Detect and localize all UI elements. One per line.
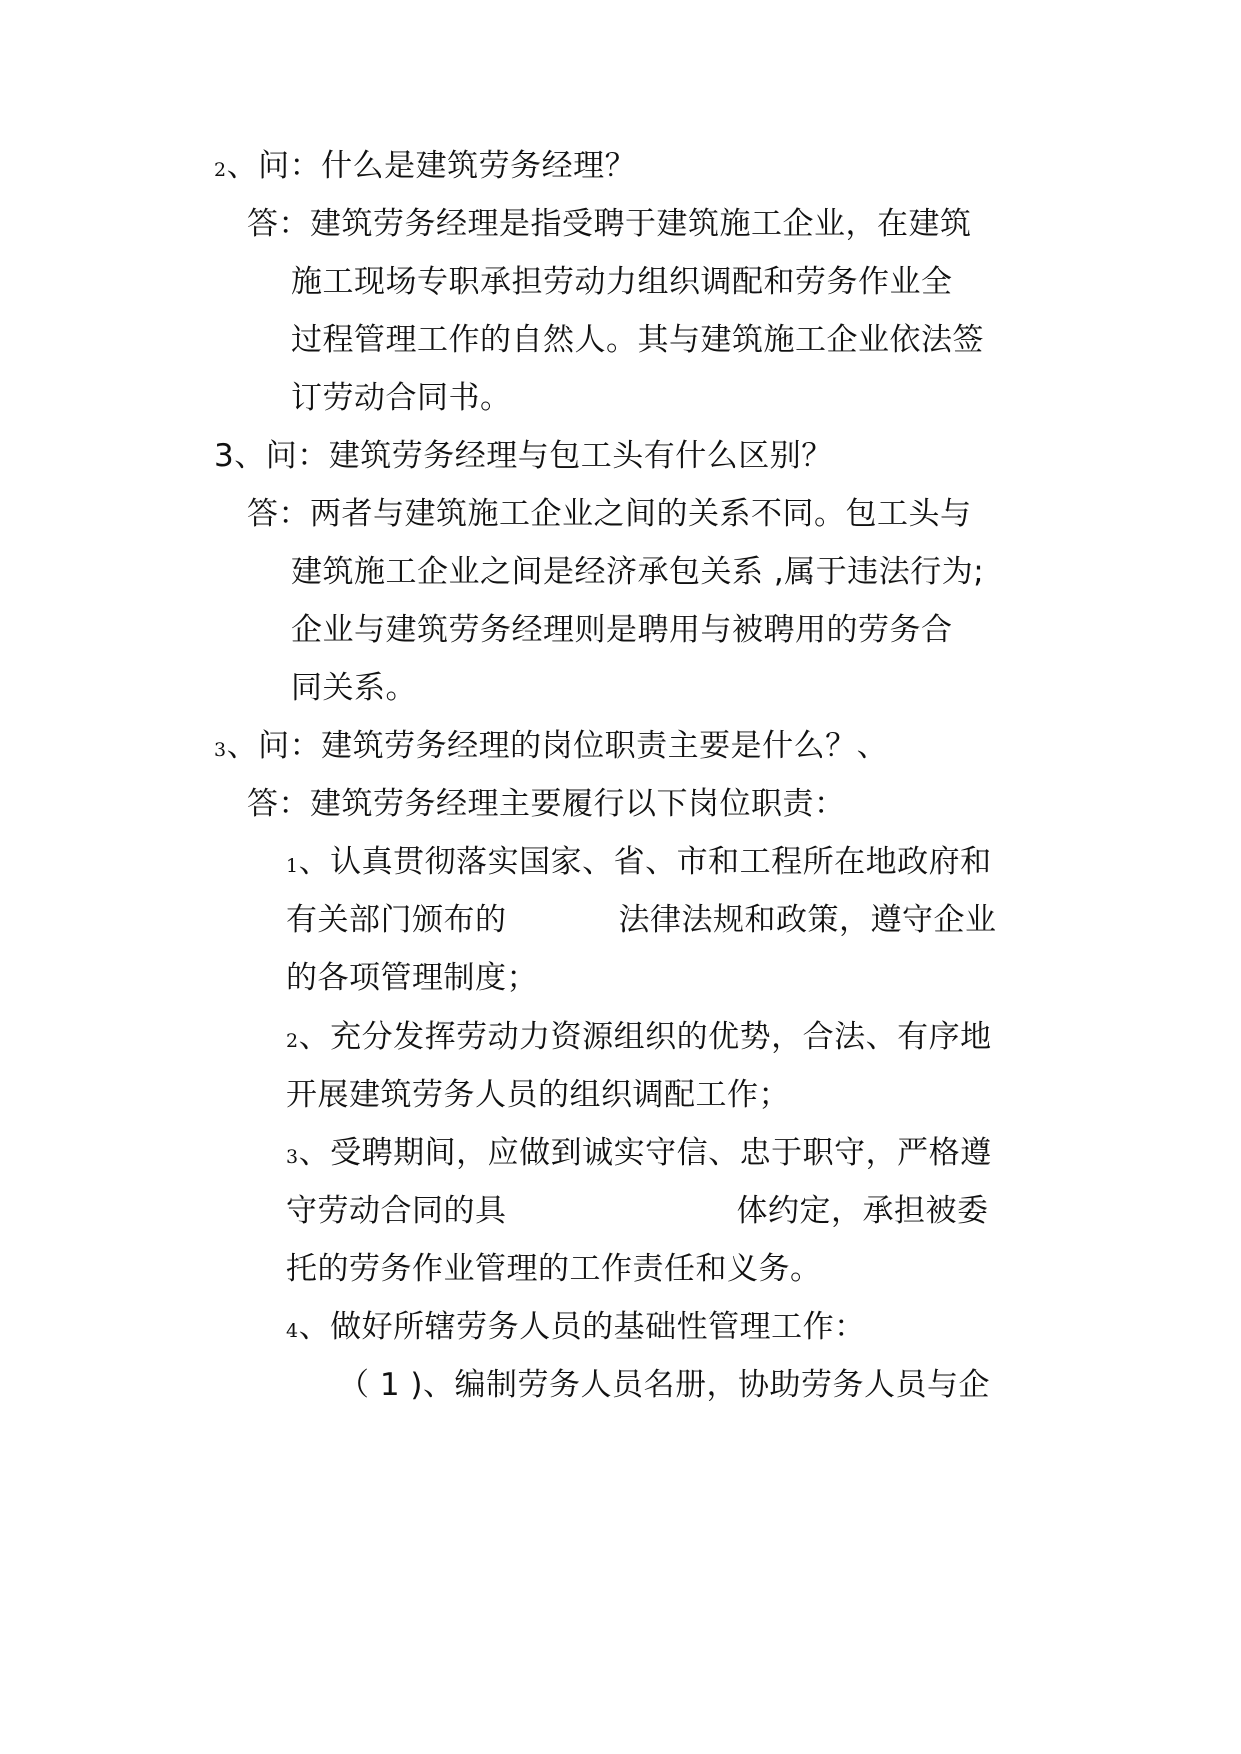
answer-3a-line-2: 建筑施工企业之间是经济承包关系 ,属于违法行为; bbox=[291, 554, 985, 590]
item-text-left: 守劳动合同的具 bbox=[286, 1193, 507, 1229]
question-text: 、问：建筑劳务经理的岗位职责主要是什么？、 bbox=[226, 728, 889, 764]
item-text: 、认真贯彻落实国家、省、市和工程所在地政府和 bbox=[298, 844, 992, 880]
question-number: 2 bbox=[214, 159, 227, 181]
item-text-right: 体约定，承担被委 bbox=[736, 1193, 989, 1229]
duty-item-3-line-3: 托的劳务作业管理的工作责任和义务。 bbox=[286, 1251, 822, 1287]
item-text: 、受聘期间，应做到诚实守信、忠于职守，严格遵 bbox=[298, 1135, 992, 1171]
answer-2-line-4: 订劳动合同书。 bbox=[291, 380, 512, 416]
item-text-right: 法律法规和政策，遵守企业 bbox=[618, 902, 997, 938]
question-3b bbox=[214, 726, 888, 770]
answer-2-line-2: 施工现场专职承担劳动力组织调配和劳务作业全 bbox=[291, 264, 953, 300]
item-number: 1 bbox=[286, 855, 299, 877]
item-number: 2 bbox=[286, 1030, 299, 1052]
question-number: 3 bbox=[214, 739, 227, 761]
duty-item-1-line-1 bbox=[286, 842, 992, 886]
duty-item-2-line-2: 开展建筑劳务人员的组织调配工作； bbox=[286, 1077, 790, 1113]
duty-item-4-line-1 bbox=[286, 1307, 866, 1351]
item-text: 、充分发挥劳动力资源组织的优势，合法、有序地 bbox=[298, 1019, 992, 1055]
question-3a: 3、问：建筑劳务经理与包工头有什么区别？ bbox=[214, 438, 833, 474]
item-text: 、做好所辖劳务人员的基础性管理工作： bbox=[298, 1309, 866, 1345]
sub-item-1: （ 1 )、编制劳务人员名册，协助劳务人员与企 bbox=[338, 1367, 991, 1403]
duty-item-1-line-2 bbox=[286, 900, 997, 940]
item-number: 4 bbox=[286, 1320, 299, 1342]
answer-2-line-3: 过程管理工作的自然人。其与建筑施工企业依法签 bbox=[291, 322, 984, 358]
answer-3a-line-3: 企业与建筑劳务经理则是聘用与被聘用的劳务合 bbox=[291, 612, 953, 648]
answer-3a-line-4: 同关系。 bbox=[291, 670, 417, 706]
duty-item-1-line-3: 的各项管理制度； bbox=[286, 960, 538, 996]
duty-item-2-line-1 bbox=[286, 1017, 992, 1061]
duty-item-3-line-2 bbox=[286, 1191, 989, 1231]
item-text-left: 有关部门颁布的 bbox=[286, 902, 507, 938]
answer-2-line-1: 答：建筑劳务经理是指受聘于建筑施工企业，在建筑 bbox=[247, 206, 972, 242]
question-2 bbox=[214, 146, 636, 190]
answer-3b: 答：建筑劳务经理主要履行以下岗位职责： bbox=[247, 786, 846, 822]
item-number: 3 bbox=[286, 1146, 299, 1168]
duty-item-3-line-1 bbox=[286, 1133, 992, 1177]
question-text: 、问：什么是建筑劳务经理？ bbox=[226, 148, 637, 184]
answer-3a-line-1: 答：两者与建筑施工企业之间的关系不同。包工头与 bbox=[247, 496, 972, 532]
